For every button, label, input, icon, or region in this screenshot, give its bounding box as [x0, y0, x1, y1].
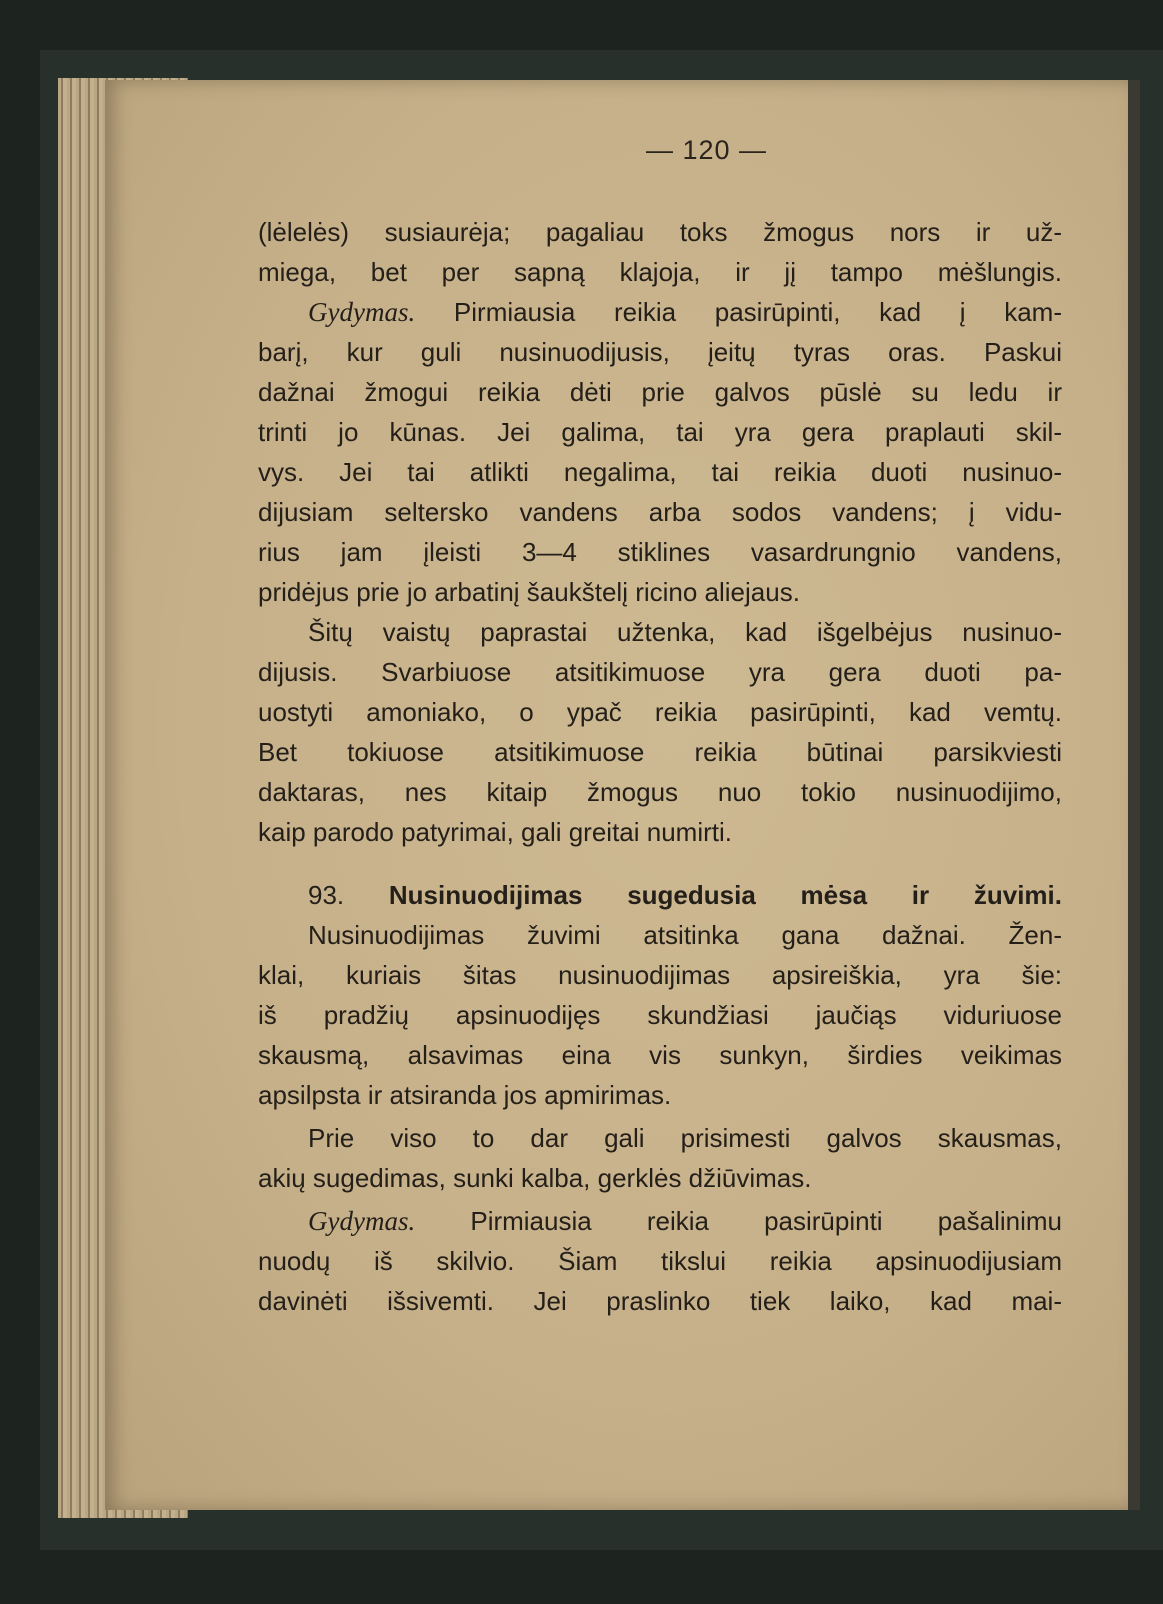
line-text: vys. Jei tai atlikti negalima, tai reikia duoti nusinuo-	[258, 457, 1062, 487]
line-text: apsilpsta ir atsiranda jos apmirimas.	[258, 1080, 672, 1110]
page-number: — 120 —	[645, 135, 768, 165]
italic-lead: Gydymas.	[308, 1206, 416, 1236]
line-text: klai, kuriais šitas nusinuodijimas apsireiškia, yra šie:	[258, 960, 1062, 990]
line-text: (lėlelės) susiaurėja; pagaliau toks žmogus nors ir už-	[258, 217, 1062, 247]
text-line	[258, 1075, 1062, 1115]
text-line	[258, 995, 1062, 1035]
text-line	[258, 1035, 1062, 1075]
text-line	[258, 452, 1062, 492]
body-text	[258, 212, 1062, 1321]
text-line	[258, 812, 1062, 852]
right-page-edge	[1128, 80, 1140, 1510]
line-text: miega, bet per sapną klajoja, ir jį tampo mėšlungis.	[258, 257, 1062, 287]
line-text: barį, kur guli nusinuodijusis, įeitų tyras oras. Paskui	[258, 337, 1062, 367]
text-line	[258, 612, 1062, 652]
text-line	[258, 292, 1062, 332]
text-line	[258, 772, 1062, 812]
line-text: uostyti amoniako, o ypač reikia pasirūpinti, kad vemtų.	[258, 697, 1062, 727]
line-text: nuodų iš skilvio. Šiam tikslui reikia apsinuodijusiam	[258, 1246, 1062, 1276]
line-text: Nusinuodijimas žuvimi atsitinka gana dažnai. Žen-	[308, 920, 1062, 950]
text-line	[258, 1118, 1062, 1158]
text-line	[258, 915, 1062, 955]
line-text: rius jam įleisti 3—4 stiklines vasardrungnio vandens,	[258, 537, 1062, 567]
line-text: davinėti išsivemti. Jei praslinko tiek laiko, kad mai-	[258, 1286, 1062, 1316]
line-text: iš pradžių apsinuodijęs skundžiasi jaučiąs viduriuose	[258, 1000, 1062, 1030]
text-line	[258, 955, 1062, 995]
text-line	[258, 252, 1062, 292]
line-text: akių sugedimas, sunki kalba, gerklės džiūvimas.	[258, 1163, 812, 1193]
section-heading	[258, 875, 1062, 915]
text-line	[258, 692, 1062, 732]
line-text: trinti jo kūnas. Jei galima, tai yra gera praplauti skil-	[258, 417, 1062, 447]
line-text: pridėjus prie jo arbatinį šaukštelį ricino aliejaus.	[258, 577, 800, 607]
line-text: daktaras, nes kitaip žmogus nuo tokio nusinuodijimo,	[258, 777, 1062, 807]
line-text: dažnai žmogui reikia dėti prie galvos pūslė su ledu ir	[258, 377, 1062, 407]
text-line	[258, 572, 1062, 612]
line-text: Bet tokiuose atsitikimuose reikia būtinai parsikviesti	[258, 737, 1062, 767]
section-title: Nusinuodijimas sugedusia mėsa ir žuvimi.	[388, 880, 1062, 910]
text-line	[258, 212, 1062, 252]
line-text: Prie viso to dar gali prisimesti galvos skausmas,	[308, 1123, 1062, 1153]
text-line	[258, 1241, 1062, 1281]
text-line	[258, 652, 1062, 692]
text-line	[258, 372, 1062, 412]
line-text: dijusiam seltersko vandens arba sodos vandens; į vidu-	[258, 497, 1062, 527]
line-text: Šitų vaistų paprastai užtenka, kad išgelbėjus nusinuo-	[308, 617, 1062, 647]
text-line	[258, 412, 1062, 452]
section-number: 93.	[308, 880, 389, 910]
line-text: kaip parodo patyrimai, gali greitai numirti.	[258, 817, 732, 847]
text-line	[258, 1281, 1062, 1321]
line-text: dijusis. Svarbiuose atsitikimuose yra gera duoti pa-	[258, 657, 1062, 687]
text-line	[258, 1158, 1062, 1198]
italic-lead: Gydymas.	[308, 297, 416, 327]
text-line	[258, 1201, 1062, 1241]
text-line	[258, 332, 1062, 372]
line-text: Pirmiausia reikia pasirūpinti pašalinimu	[415, 1206, 1062, 1236]
text-line	[258, 732, 1062, 772]
text-line	[258, 532, 1062, 572]
text-line	[258, 492, 1062, 532]
line-text: skausmą, alsavimas eina vis sunkyn, širdies veikimas	[258, 1040, 1062, 1070]
line-text: Pirmiausia reikia pasirūpinti, kad į kam-	[415, 297, 1062, 327]
